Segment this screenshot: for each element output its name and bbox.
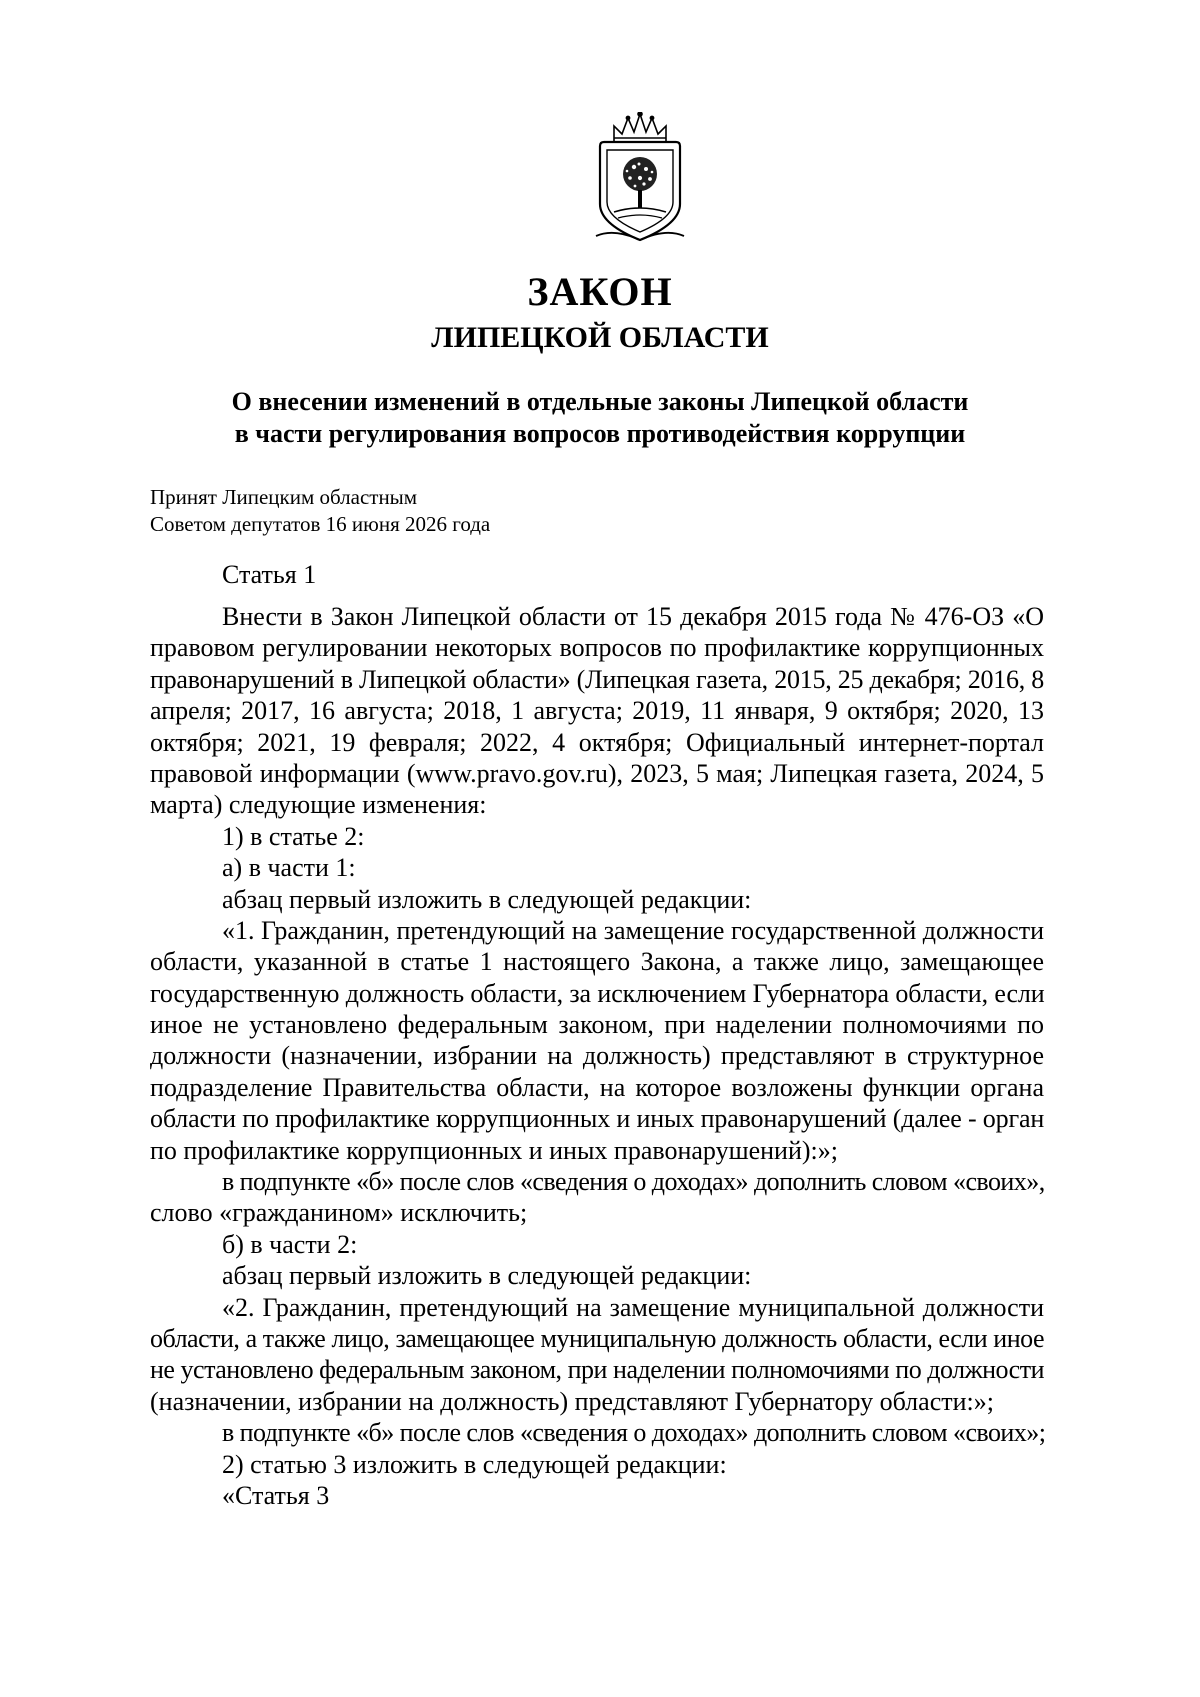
document-body [150,601,1044,1511]
body-line: апреля; 2017, 16 августа; 2018, 1 августа; 2019, 11 января, 9 октября; 2020, 13 [150,696,1044,726]
law-name [150,386,1050,450]
body-line: государственную должность области, за исключением Губернатора области, если [150,978,1045,1008]
body-line: в подпункте «б» после слов «сведения о доходах» дополнить словом «своих», [222,1167,1045,1197]
document-title: ЗАКОН [527,269,673,314]
adoption-note-line: Принят Липецким областным [150,485,418,509]
body-line: б) в части 2: [222,1229,358,1259]
body-line: области по профилактике коррупционных и иных правонарушений (далее - орган [150,1104,1045,1134]
body-line: области, указанной в статье 1 настоящего Закона, а также лицо, замещающее [150,947,1044,977]
body-line: правовом регулировании некоторых вопросов по профилактике коррупционных [150,633,1044,663]
body-line: «2. Гражданин, претендующий на замещение муниципальной должности [222,1292,1044,1322]
adoption-note [150,484,490,538]
body-line: абзац первый изложить в следующей редакции: [222,1261,752,1291]
adoption-note-line: Советом депутатов 16 июня 2026 года [150,512,491,536]
body-line: абзац первый изложить в следующей редакции: [222,884,752,914]
document-subtitle: ЛИПЕЦКОЙ ОБЛАСТИ [431,321,769,354]
body-line: слово «гражданином» исключить; [150,1198,528,1228]
body-line: октября; 2021, 19 февраля; 2022, 4 октября; Официальный интернет-портал [150,727,1044,757]
coat-of-arms-icon [594,112,686,244]
body-line: а) в части 1: [222,853,356,883]
body-line: (назначении, избрании на должность) представляют Губернатору области:»; [150,1386,994,1416]
body-line: должности (назначении, избрании на должность) представляют в структурное [150,1041,1044,1071]
body-line: подразделение Правительства области, на которое возложены функции органа [150,1072,1044,1102]
body-line: в подпункте «б» после слов «сведения о доходах» дополнить словом «своих»; [222,1418,1046,1448]
body-line: правовой информации (www.pravo.gov.ru), 2023, 5 мая; Липецкая газета, 2024, 5 [150,758,1044,788]
body-line: иное не установлено федеральным законом, при наделении полномочиями по [150,1010,1044,1040]
body-line: Внести в Закон Липецкой области от 15 декабря 2015 года № 476-ОЗ «О [222,602,1044,631]
body-line: 1) в статье 2: [222,821,365,851]
law-name-line: О внесении изменений в отдельные законы Липецкой области [231,387,969,416]
body-line: по профилактике коррупционных и иных правонарушений):»; [150,1135,838,1165]
body-line: марта) следующие изменения: [150,790,487,820]
body-line: области, а также лицо, замещающее муниципальную должность области, если иное [150,1323,1044,1353]
article-heading: Статья 1 [222,560,317,589]
law-name-line: в части регулирования вопросов противодействия коррупции [234,419,966,448]
body-line: 2) статью 3 изложить в следующей редакции: [222,1449,727,1479]
body-line: «1. Гражданин, претендующий на замещение государственной должности [222,915,1044,945]
body-line: правонарушений в Липецкой области» (Липецкая газета, 2015, 25 декабря; 2016, 8 [150,664,1044,694]
body-line: не установлено федеральным законом, при наделении полномочиями по должности [150,1355,1044,1385]
body-line: «Статья 3 [222,1480,330,1510]
